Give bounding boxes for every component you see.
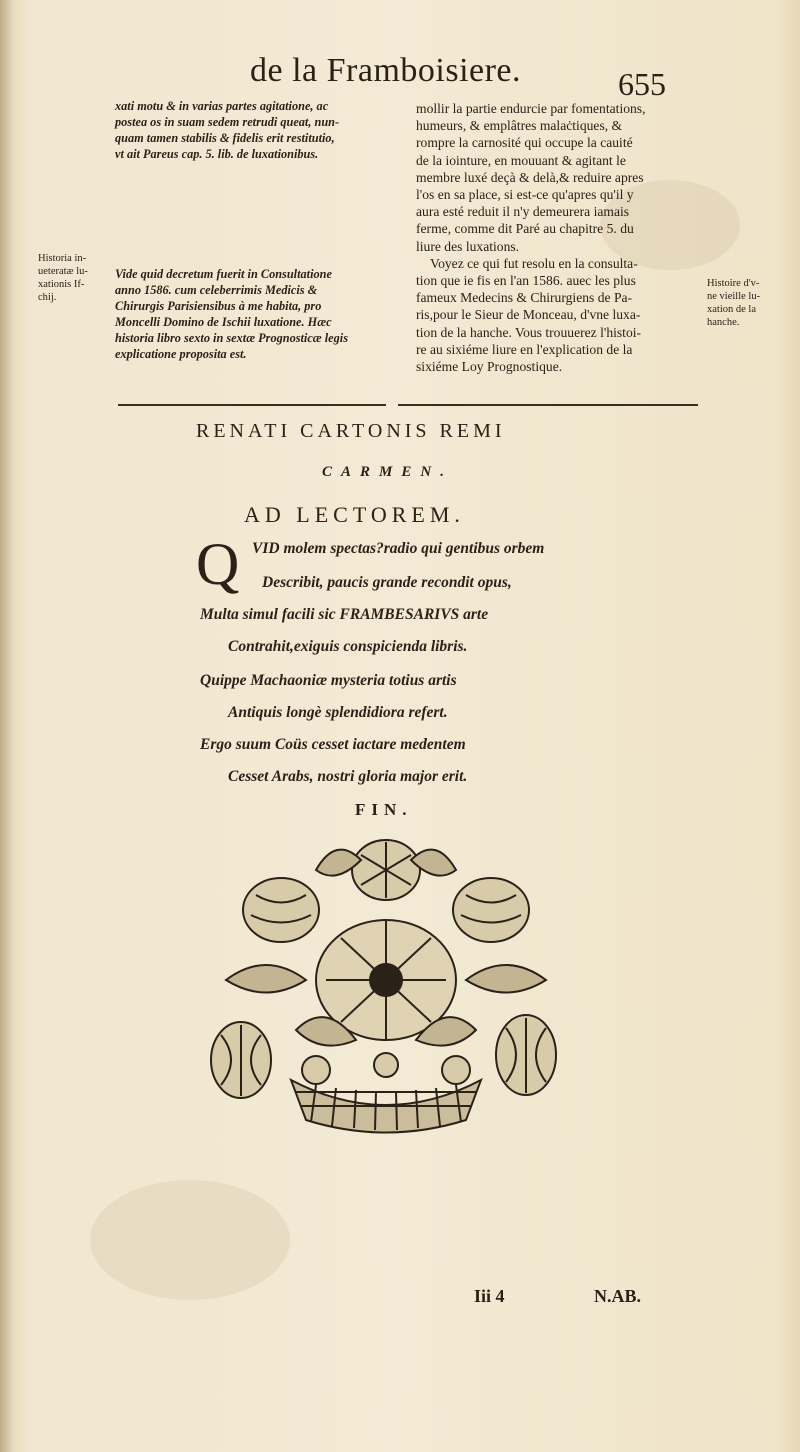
latin-paragraph-2: Vide quid decretum fuerit in Consultatione anno 1586. cum celeberrimis Medicis & Chirurgis Parisiensibus à me habita, pro Moncelli Domino de Ischii luxatione. Hæc historia libro sexto in sextæ Prognosticæ legis explicatione proposita est. [115, 267, 348, 361]
catchword: N.AB. [594, 1286, 642, 1306]
poem-author-heading: RENATI CARTONIS REMI [196, 420, 506, 442]
latin-paragraph-1: xati motu & in varias partes agitatione, ac postea os in suam sedem retrudi queat, nun- quam tamen stabilis & fidelis erit restitutio, vt ait Pareus cap. 5. lib. de luxationibus. [115, 99, 340, 161]
drop-capital: Q [196, 531, 240, 597]
paper-stain [90, 1180, 290, 1300]
poem-subtitle: CARMEN. [322, 464, 453, 480]
verse-line-3: Multa simul facili sic FRAMBESARIVS arte [200, 606, 489, 623]
section-rule-right [398, 404, 698, 406]
page-number: 655 [618, 66, 666, 102]
verse-line-6: Antiquis longè splendidiora refert. [228, 704, 448, 721]
verse-line-2: Describit, paucis grande recondit opus, [262, 574, 512, 591]
margin-note-latin: Historia in- ueteratæ lu- xationis If- chij. [38, 253, 88, 303]
verse-line-5: Quippe Machaoniæ mysteria totius artis [200, 672, 457, 689]
verse-line-4: Contrahit,exiguis conspicienda libris. [228, 638, 468, 655]
latin-column [115, 98, 400, 362]
verse-line-8: Cesset Arabs, nostri gloria major erit. [228, 768, 468, 785]
verse-line-7: Ergo suum Coüs cesset iactare medentem [200, 736, 466, 753]
signature-mark: Iii 4 [474, 1286, 505, 1306]
margin-note-french: Histoire d'v- ne vieille lu- xation de la hanche. [707, 278, 761, 328]
poem-address: AD LECTOREM. [244, 502, 465, 527]
running-head: de la Framboisiere. [250, 52, 522, 89]
french-paragraph-2: Voyez ce qui fut resolu en la consulta- tion que ie fis en l'an 1586. auec les plus fameux Medecins & Chirurgiens de Pa- ris,pour le Sieur de Monceau, d'vne luxa- tion de la hanche. Vous trouuerez l'histoi- re au sixiéme liure en l'explication de la sixiéme Loy Prognostique. [416, 255, 642, 375]
finis-mark: FIN. [355, 800, 413, 819]
gutter-shadow [0, 0, 14, 1452]
verse-line-1: VID molem spectas?radio qui gentibus orbem [252, 540, 545, 557]
french-column [416, 100, 716, 375]
section-rule-left [118, 404, 386, 406]
french-paragraph-1: mollir la partie endurcie par fomentations, humeurs, & emplâtres malaċtiques, & rompre la carnosité qui occupe la cauité de la iointure, en mouuant & agitant le membre luxé deçà & delà,& reduire apres l'os en sa place, si est-ce qu'apres qu'il y aura esté reduit il n'y demeurera iamais ferme, comme dit Paré au chapitre 5. du liure des luxations. [416, 101, 646, 254]
woodcut-flower-basket-icon [196, 830, 576, 1140]
